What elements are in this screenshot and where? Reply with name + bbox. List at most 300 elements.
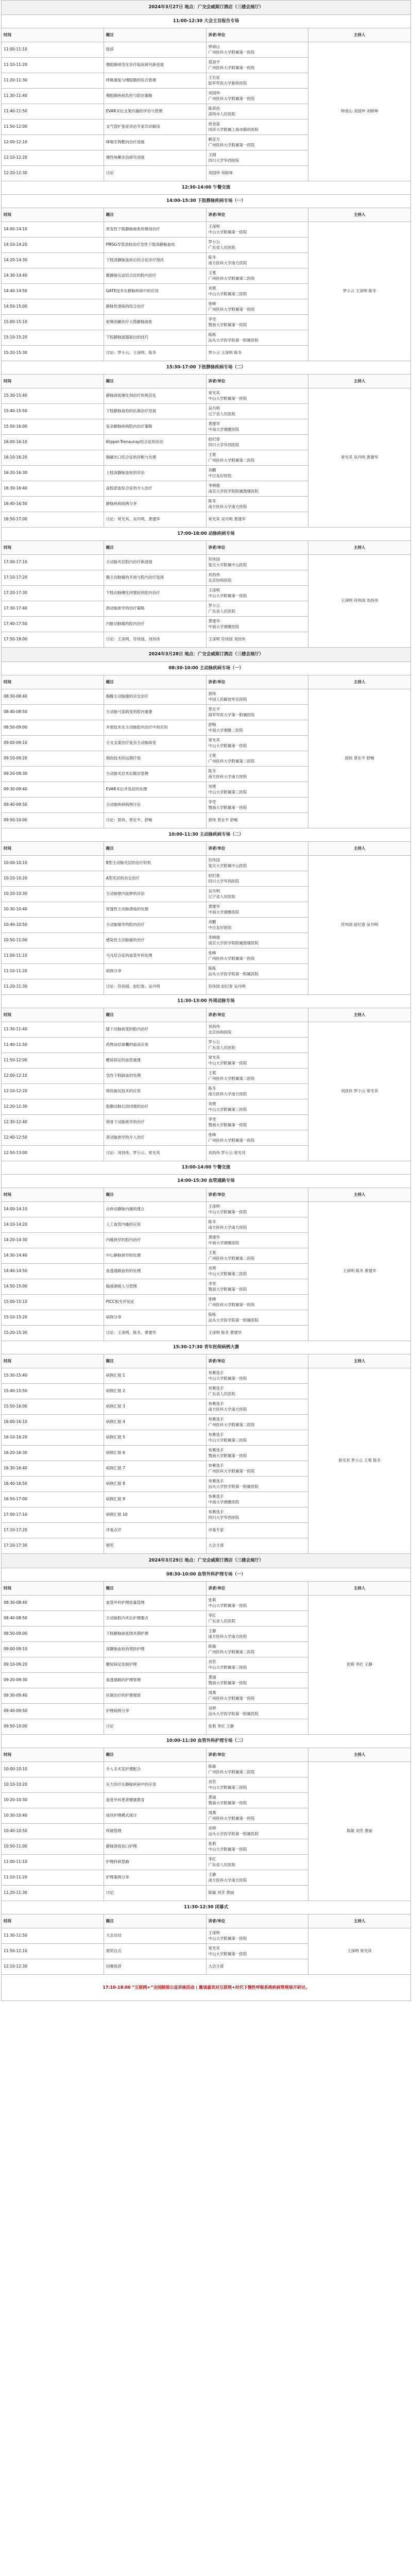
row-topic: 感染性主动脉瘤的治疗	[104, 933, 206, 948]
row-speaker	[206, 1384, 308, 1399]
speaker-line: 景在平	[208, 707, 220, 711]
row-speaker	[206, 481, 308, 497]
row-topic: 颈动脉狭窄的治疗策略	[104, 601, 206, 617]
row-time: 09:40-09:50	[2, 798, 104, 813]
speaker-line: 赵纪春	[208, 437, 220, 442]
speaker-line: 吴丹明	[208, 889, 220, 893]
row-speaker	[206, 1523, 308, 1538]
speaker-line: 汕头大学医学院第一附属医院	[208, 337, 259, 343]
row-topic: 致辞	[104, 42, 206, 58]
moderator-header: 主持人	[308, 1582, 411, 1596]
row-time: 17:40-17:50	[2, 617, 104, 632]
speaker-line: 辽宁省人民医院	[208, 411, 235, 416]
speaker-line: 汕头大学医学院第一附属医院	[208, 1831, 259, 1836]
speaker-line: 王静	[208, 1629, 216, 1633]
speaker-line: 李雪	[208, 800, 216, 804]
topic-header: 题目	[104, 1008, 206, 1022]
speaker-line: 参赛选手	[208, 1510, 224, 1514]
row-topic: 病例分享	[104, 1310, 206, 1326]
row-time: 14:20-14:30	[2, 1233, 104, 1248]
row-speaker	[206, 1492, 308, 1507]
speaker-header: 讲者/单位	[206, 1188, 308, 1202]
row-topic: 主动脉缩窄的腔内治疗	[104, 918, 206, 933]
row-time: 14:10-14:20	[2, 1217, 104, 1233]
row-topic: 静脉性溃疡的综合治疗	[104, 299, 206, 315]
speaker-line: 参赛选手	[208, 1432, 224, 1437]
row-time: 08:30-08:40	[2, 1596, 104, 1611]
row-topic: 疼痛管理	[104, 1824, 206, 1839]
row-speaker	[206, 751, 308, 767]
row-time: 17:20-17:30	[2, 586, 104, 601]
row-topic: 压力治疗在静脉疾病中的应用	[104, 1777, 206, 1793]
row-speaker	[206, 1295, 308, 1310]
row-topic: 血透通路的护理管理	[104, 1673, 206, 1688]
row-topic: 静脉溃疡伤口护理	[104, 1839, 206, 1855]
row-time: 16:20-16:30	[2, 1446, 104, 1461]
speaker-line: 南方医科大学南方医院	[208, 1877, 247, 1883]
speaker-line: 中山大学附属第三医院	[208, 1785, 247, 1790]
row-speaker	[206, 1310, 308, 1326]
row-topic: 闭幕致辞	[104, 1959, 206, 1975]
speaker-line: 吴婷	[208, 1706, 216, 1710]
row-speaker	[206, 1596, 308, 1611]
row-speaker	[206, 1130, 308, 1146]
row-speaker	[206, 871, 308, 887]
row-time: 11:10-11:20	[2, 58, 104, 73]
speaker-header: 讲者/单位	[206, 1008, 308, 1022]
topic-header: 题目	[104, 1188, 206, 1202]
speaker-line: 广州医科大学附属第二医院	[208, 1422, 255, 1427]
session-moderator: 王深明 陈冬 黄建华	[308, 1202, 411, 1341]
speaker-line: 舒畅	[208, 722, 216, 727]
row-speaker	[206, 1657, 308, 1673]
speaker-line: 广州医科大学附属第一医院	[208, 307, 255, 312]
speaker-line: 中山大学附属第一医院	[208, 1603, 247, 1608]
speaker-line: 参赛选手	[208, 1479, 224, 1483]
row-topic: 病例汇报 8	[104, 1477, 206, 1492]
time-header: 时间	[2, 1354, 104, 1368]
session-banner-row	[2, 181, 411, 195]
speaker-line: 刘芳	[208, 1659, 216, 1664]
speaker-line: 罗小云	[208, 603, 220, 608]
speaker-line: 黄建华	[208, 421, 220, 426]
row-speaker	[206, 1038, 308, 1053]
row-speaker	[206, 798, 308, 813]
row-topic: 讨论	[104, 1886, 206, 1901]
row-time: 09:10-09:20	[2, 751, 104, 767]
row-time: 17:10-17:20	[2, 1523, 104, 1538]
row-time: 11:20-11:30	[2, 73, 104, 89]
speaker-line: 刘勇	[208, 784, 216, 789]
speaker-line: 罗小云	[208, 240, 220, 244]
row-time: 11:00-11:10	[2, 42, 104, 58]
row-time: 12:00-12:10	[2, 1069, 104, 1084]
row-speaker	[206, 404, 308, 419]
day-title-row	[2, 1554, 411, 1568]
row-speaker	[206, 1248, 308, 1264]
row-time: 10:30-10:40	[2, 902, 104, 918]
moderator-header: 主持人	[308, 1914, 411, 1928]
time-header: 时间	[2, 28, 104, 42]
topic-header: 题目	[104, 28, 206, 42]
speaker-line: 参赛选手	[208, 1370, 224, 1375]
speaker-line: 张峰	[208, 1132, 216, 1137]
moderator-header: 主持人	[308, 208, 411, 222]
row-time: 16:50-17:00	[2, 512, 104, 528]
row-time: 11:40-11:50	[2, 104, 104, 120]
moderator-header: 主持人	[308, 28, 411, 42]
speaker-line: 郭伟 景在平 舒畅	[208, 818, 238, 823]
session-moderator: 钟南山 刘国珍 刘树坤	[308, 42, 411, 181]
speaker-line: 陈敏	[208, 1644, 216, 1649]
speaker-line: 广州医科大学附属第二医院	[208, 457, 255, 463]
row-topic: 内瘘狭窄的腔内治疗	[104, 1233, 206, 1248]
speaker-line: 大会主席	[208, 1543, 224, 1548]
speaker-line: 中山大学附属第一医院	[208, 229, 247, 234]
speaker-line: 广州医科大学附属第一医院	[208, 1468, 255, 1473]
session-banner-row	[2, 1175, 411, 1188]
row-topic: 下腔静脉滤器取出的技巧	[104, 330, 206, 346]
speaker-header: 讲者/单位	[206, 375, 308, 388]
row-topic: 复杂静脉疾病腔内治疗策略	[104, 419, 206, 435]
row-time: 14:50-15:00	[2, 299, 104, 315]
row-time: 15:10-15:20	[2, 330, 104, 346]
row-speaker	[206, 1762, 308, 1777]
row-topic: 讨论：符伟国、赵纪春、吴丹明	[104, 979, 206, 995]
row-topic: B型主动脉夹层的治疗时机	[104, 856, 206, 871]
row-speaker	[206, 1642, 308, 1657]
row-topic: 肾动脉狭窄的介入治疗	[104, 1130, 206, 1146]
row-time: 11:50-12:00	[2, 120, 104, 135]
row-time: 11:30-11:40	[2, 1022, 104, 1038]
session-banner-row	[2, 195, 411, 208]
speaker-line: 复旦大学附属中山医院	[208, 562, 247, 567]
row-topic: 射频消融治疗大隐静脉曲张	[104, 315, 206, 330]
row-time: 09:50-10:00	[2, 813, 104, 828]
row-topic: PICC相关并发症	[104, 1295, 206, 1310]
row-time: 17:10-17:20	[2, 570, 104, 586]
row-time: 15:50-16:00	[2, 1399, 104, 1415]
row-topic: 马凡综合征的血管外科处理	[104, 948, 206, 964]
topic-header: 题目	[104, 1354, 206, 1368]
session-banner: 12:30-14:00 午餐交流	[2, 181, 411, 195]
row-speaker	[206, 1279, 308, 1295]
speaker-line: 广东省人民医院	[208, 1391, 235, 1396]
row-topic: GATE技术在静脉疾病中的应用	[104, 284, 206, 299]
speaker-line: 中山大学附属第一医院	[208, 1951, 247, 1956]
row-time: 17:00-17:10	[2, 555, 104, 570]
table-row	[2, 856, 411, 871]
row-topic: 主动脉夹层术后随访管理	[104, 767, 206, 782]
speaker-line: 刘鹏	[208, 468, 216, 472]
row-speaker	[206, 887, 308, 902]
speaker-line: 李红	[208, 1613, 216, 1618]
row-time: 09:30-09:40	[2, 1688, 104, 1704]
table-row	[2, 1762, 411, 1777]
session-moderator: 王深明 符伟国 刘昌伟	[308, 555, 411, 648]
speaker-line: 中山大学附属第一医院	[208, 1060, 247, 1065]
row-topic: 讨论	[104, 166, 206, 181]
speaker-line: 汕头大学医学院第一附属医院	[208, 971, 259, 976]
speaker-line: 刘勇	[208, 286, 216, 291]
speaker-line: 刘昌伟 罗小云 常光其	[208, 1150, 246, 1156]
row-time: 15:40-15:50	[2, 1384, 104, 1399]
row-speaker	[206, 570, 308, 586]
session-banner-row	[2, 361, 411, 375]
speaker-line: 广州医科大学附属第二医院	[208, 758, 255, 764]
row-time: 15:10-15:20	[2, 1310, 104, 1326]
row-speaker	[206, 42, 308, 58]
row-speaker	[206, 330, 308, 346]
speaker-line: 广州医科大学附属第一医院	[208, 1696, 255, 1701]
speaker-line: 李晓强	[208, 483, 220, 488]
row-time: 11:20-11:30	[2, 1886, 104, 1901]
session-banner: 14:00-15:30 血管通路专场	[2, 1175, 411, 1188]
row-speaker	[206, 512, 308, 528]
speaker-line: 王冕	[208, 270, 216, 275]
row-time: 08:40-08:50	[2, 1611, 104, 1626]
table-row	[2, 1022, 411, 1038]
row-speaker	[206, 1233, 308, 1248]
row-speaker	[206, 1704, 308, 1719]
session-banner: 15:30-17:30 青年医师病例大赛	[2, 1341, 411, 1354]
row-time: 14:40-14:50	[2, 1264, 104, 1279]
speaker-line: 王深明	[208, 1930, 220, 1935]
row-topic: 药物涂层球囊的临床应用	[104, 1038, 206, 1053]
speaker-line: 赵纪春	[208, 873, 220, 878]
speaker-header: 讲者/单位	[206, 541, 308, 555]
speaker-line: 中国人民解放军总医院	[208, 697, 247, 702]
speaker-line: 中山大学附属第三医院	[208, 1271, 247, 1276]
row-speaker	[206, 1477, 308, 1492]
speaker-header: 讲者/单位	[206, 842, 308, 856]
row-topic: 输液港植入与管理	[104, 1279, 206, 1295]
schedule-table	[1, 0, 411, 2001]
column-header-row	[2, 375, 411, 388]
speaker-line: 汕头大学医学院第一附属医院	[208, 1711, 259, 1716]
row-speaker	[206, 253, 308, 268]
row-time: 16:30-16:40	[2, 481, 104, 497]
row-time: 15:20-15:30	[2, 1326, 104, 1341]
topic-header: 题目	[104, 1914, 206, 1928]
speaker-header: 讲者/单位	[206, 28, 308, 42]
speaker-line: 参赛选手	[208, 1448, 224, 1452]
speaker-line: 王深明	[208, 224, 220, 229]
day-title-row	[2, 648, 411, 662]
row-speaker	[206, 299, 308, 315]
row-speaker	[206, 1053, 308, 1069]
column-header-row	[2, 1008, 411, 1022]
speaker-line: 广东省人民医院	[208, 245, 235, 250]
row-topic: 抗凝治疗的护理观察	[104, 1688, 206, 1704]
row-time: 17:50-18:00	[2, 632, 104, 648]
session-banner: 10:00-11:30 血管外科护理专场（二）	[2, 1735, 411, 1748]
speaker-line: 广州医科大学附属第二医院	[208, 1256, 255, 1261]
speaker-line: 王刚	[208, 152, 216, 157]
row-topic: 内脏动脉瘤的腔内治疗	[104, 617, 206, 632]
speaker-line: 广东省人民医院	[208, 1618, 235, 1623]
speaker-line: 陈栋	[208, 1312, 216, 1317]
row-time: 17:30-17:40	[2, 601, 104, 617]
row-topic: 急性下肢缺血的处理	[104, 1069, 206, 1084]
speaker-line: 郭伟	[208, 691, 216, 696]
row-topic: 讨论：王深明、符伟国、刘昌伟	[104, 632, 206, 648]
row-topic: 支气管扩张症诊治专家共识解读	[104, 120, 206, 135]
speaker-header: 讲者/单位	[206, 208, 308, 222]
row-time: 12:10-12:20	[2, 150, 104, 166]
session-banner: 11:30-13:00 外周动脉专场	[2, 995, 411, 1008]
row-speaker	[206, 720, 308, 736]
row-speaker	[206, 135, 308, 150]
speaker-line: 深圳市人民医院	[208, 111, 235, 116]
speaker-line: 暨南大学附属第一医院	[208, 1286, 247, 1292]
speaker-line: 王冕	[208, 1250, 216, 1255]
speaker-header: 讲者/单位	[206, 1354, 308, 1368]
row-speaker	[206, 1626, 308, 1642]
speaker-line: 王长征	[208, 75, 220, 80]
row-time: 11:00-11:10	[2, 1855, 104, 1870]
topic-header: 题目	[104, 1582, 206, 1596]
session-banner-row	[2, 828, 411, 842]
speaker-line: 张莉	[208, 1841, 216, 1846]
speaker-line: 赖克方	[208, 137, 220, 142]
speaker-line: 南方医科大学南方医院	[208, 774, 247, 779]
row-topic: 讨论：郭伟、景在平、舒畅	[104, 813, 206, 828]
table-row	[2, 1368, 411, 1384]
speaker-line: 参赛选手	[208, 1417, 224, 1421]
table-row	[2, 222, 411, 238]
row-time: 09:20-09:30	[2, 767, 104, 782]
speaker-line: 常光其 吴丹明 黄建华	[208, 517, 246, 522]
row-time: 15:30-15:40	[2, 388, 104, 404]
row-time: 11:30-11:50	[2, 1928, 104, 1944]
speaker-line: 大会主席	[208, 1964, 224, 1969]
time-header: 时间	[2, 1748, 104, 1762]
session-moderator: 罗小云 王深明 陈冬	[308, 222, 411, 361]
row-time: 14:40-14:50	[2, 284, 104, 299]
row-time: 09:50-10:00	[2, 1719, 104, 1735]
speaker-line: 吴丹明	[208, 406, 220, 411]
column-header-row	[2, 28, 411, 42]
speaker-line: 常光其	[208, 738, 220, 742]
row-topic: 病例汇报 10	[104, 1507, 206, 1523]
row-time: 15:40-15:50	[2, 404, 104, 419]
session-banner-row	[2, 15, 411, 28]
speaker-line: 张峰	[208, 301, 216, 306]
row-topic: 主动脉疾病病例讨论	[104, 798, 206, 813]
speaker-line: 刘勇	[208, 1266, 216, 1270]
row-time: 09:00-09:10	[2, 1642, 104, 1657]
speaker-line: 辽宁省人民医院	[208, 894, 235, 899]
speaker-line: 南方医科大学南方医院	[208, 504, 247, 509]
speaker-line: 李雪	[208, 1117, 216, 1122]
row-time: 10:40-10:50	[2, 1824, 104, 1839]
row-topic: 开窗技术在主动脉腔内治疗中的应用	[104, 720, 206, 736]
speaker-line: 常光其	[208, 1055, 220, 1060]
row-speaker	[206, 979, 308, 995]
row-speaker	[206, 238, 308, 253]
time-header: 时间	[2, 1582, 104, 1596]
time-header: 时间	[2, 1188, 104, 1202]
speaker-line: 王冕	[208, 452, 216, 457]
row-topic: 静脉曲张硬化剂治疗的规范化	[104, 388, 206, 404]
row-speaker	[206, 1870, 308, 1886]
row-topic: 病例汇报 2	[104, 1384, 206, 1399]
speaker-header: 讲者/单位	[206, 1582, 308, 1596]
session-banner-row	[2, 1735, 411, 1748]
speaker-line: 广州医科大学附属第二医院	[208, 1769, 255, 1774]
column-header-row	[2, 541, 411, 555]
speaker-line: 黄建华	[208, 1235, 220, 1240]
row-topic: 病例汇报 4	[104, 1415, 206, 1430]
row-speaker	[206, 435, 308, 450]
moderator-header: 主持人	[308, 1188, 411, 1202]
session-moderator: 刘昌伟 罗小云 常光其	[308, 1022, 411, 1161]
speaker-line: 四川大学华西医院	[208, 442, 239, 447]
row-time: 16:50-17:00	[2, 1492, 104, 1507]
time-header: 时间	[2, 675, 104, 689]
column-header-row	[2, 1354, 411, 1368]
row-speaker	[206, 586, 308, 601]
row-topic: 慢性咳嗽诊治研究进展	[104, 150, 206, 166]
row-speaker	[206, 166, 308, 181]
row-topic: 糖尿病足的血管重建	[104, 1053, 206, 1069]
row-time: 08:40-08:50	[2, 705, 104, 720]
row-speaker	[206, 1264, 308, 1279]
row-time: 11:50-12:00	[2, 1053, 104, 1069]
row-speaker	[206, 1368, 308, 1384]
speaker-line: 刘昌伟	[208, 572, 220, 577]
row-speaker	[206, 1777, 308, 1793]
speaker-line: 中南大学湘雅医院	[208, 624, 239, 629]
table-row	[2, 689, 411, 705]
row-time: 16:20-16:30	[2, 466, 104, 481]
speaker-line: 北京协和医院	[208, 1029, 232, 1035]
row-speaker	[206, 705, 308, 720]
table-row	[2, 388, 411, 404]
row-speaker	[206, 933, 308, 948]
row-time: 15:00-15:10	[2, 1295, 104, 1310]
row-speaker	[206, 1022, 308, 1038]
speaker-header: 讲者/单位	[206, 675, 308, 689]
row-time: 16:10-16:20	[2, 450, 104, 466]
session-banner: 10:00-11:30 主动脉疾病专场（二）	[2, 828, 411, 842]
row-topic: 慢阻肺疾病负担与防治策略	[104, 89, 206, 104]
row-topic: 分支支架治疗复杂主动脉病变	[104, 736, 206, 751]
row-speaker	[206, 73, 308, 89]
row-topic: 病例汇报 7	[104, 1461, 206, 1477]
day-title: 2024年3月28日 地点：广交会威斯汀酒店（三楼会展厅）	[2, 648, 411, 662]
speaker-line: 南京大学医学院附属鼓楼医院	[208, 940, 259, 945]
row-speaker	[206, 1538, 308, 1554]
row-time: 16:10-16:20	[2, 1430, 104, 1446]
speaker-line: 黄建华	[208, 904, 220, 909]
speaker-line: 李红	[208, 1857, 216, 1861]
row-speaker	[206, 1944, 308, 1959]
speaker-line: 常光其	[208, 391, 220, 395]
row-topic: 讨论：罗小云、王深明、陈冬	[104, 346, 206, 361]
speaker-line: 中山大学附属第三医院	[208, 789, 247, 794]
time-header: 时间	[2, 541, 104, 555]
time-header: 时间	[2, 1914, 104, 1928]
row-topic: 病例汇报 5	[104, 1430, 206, 1446]
row-speaker	[206, 1839, 308, 1855]
row-time: 15:20-15:30	[2, 346, 104, 361]
speaker-line: 暨南大学附属第一医院	[208, 1453, 247, 1458]
session-banner-row	[2, 1161, 411, 1175]
row-time: 17:20-17:30	[2, 1538, 104, 1554]
session-banner-row	[2, 1568, 411, 1582]
